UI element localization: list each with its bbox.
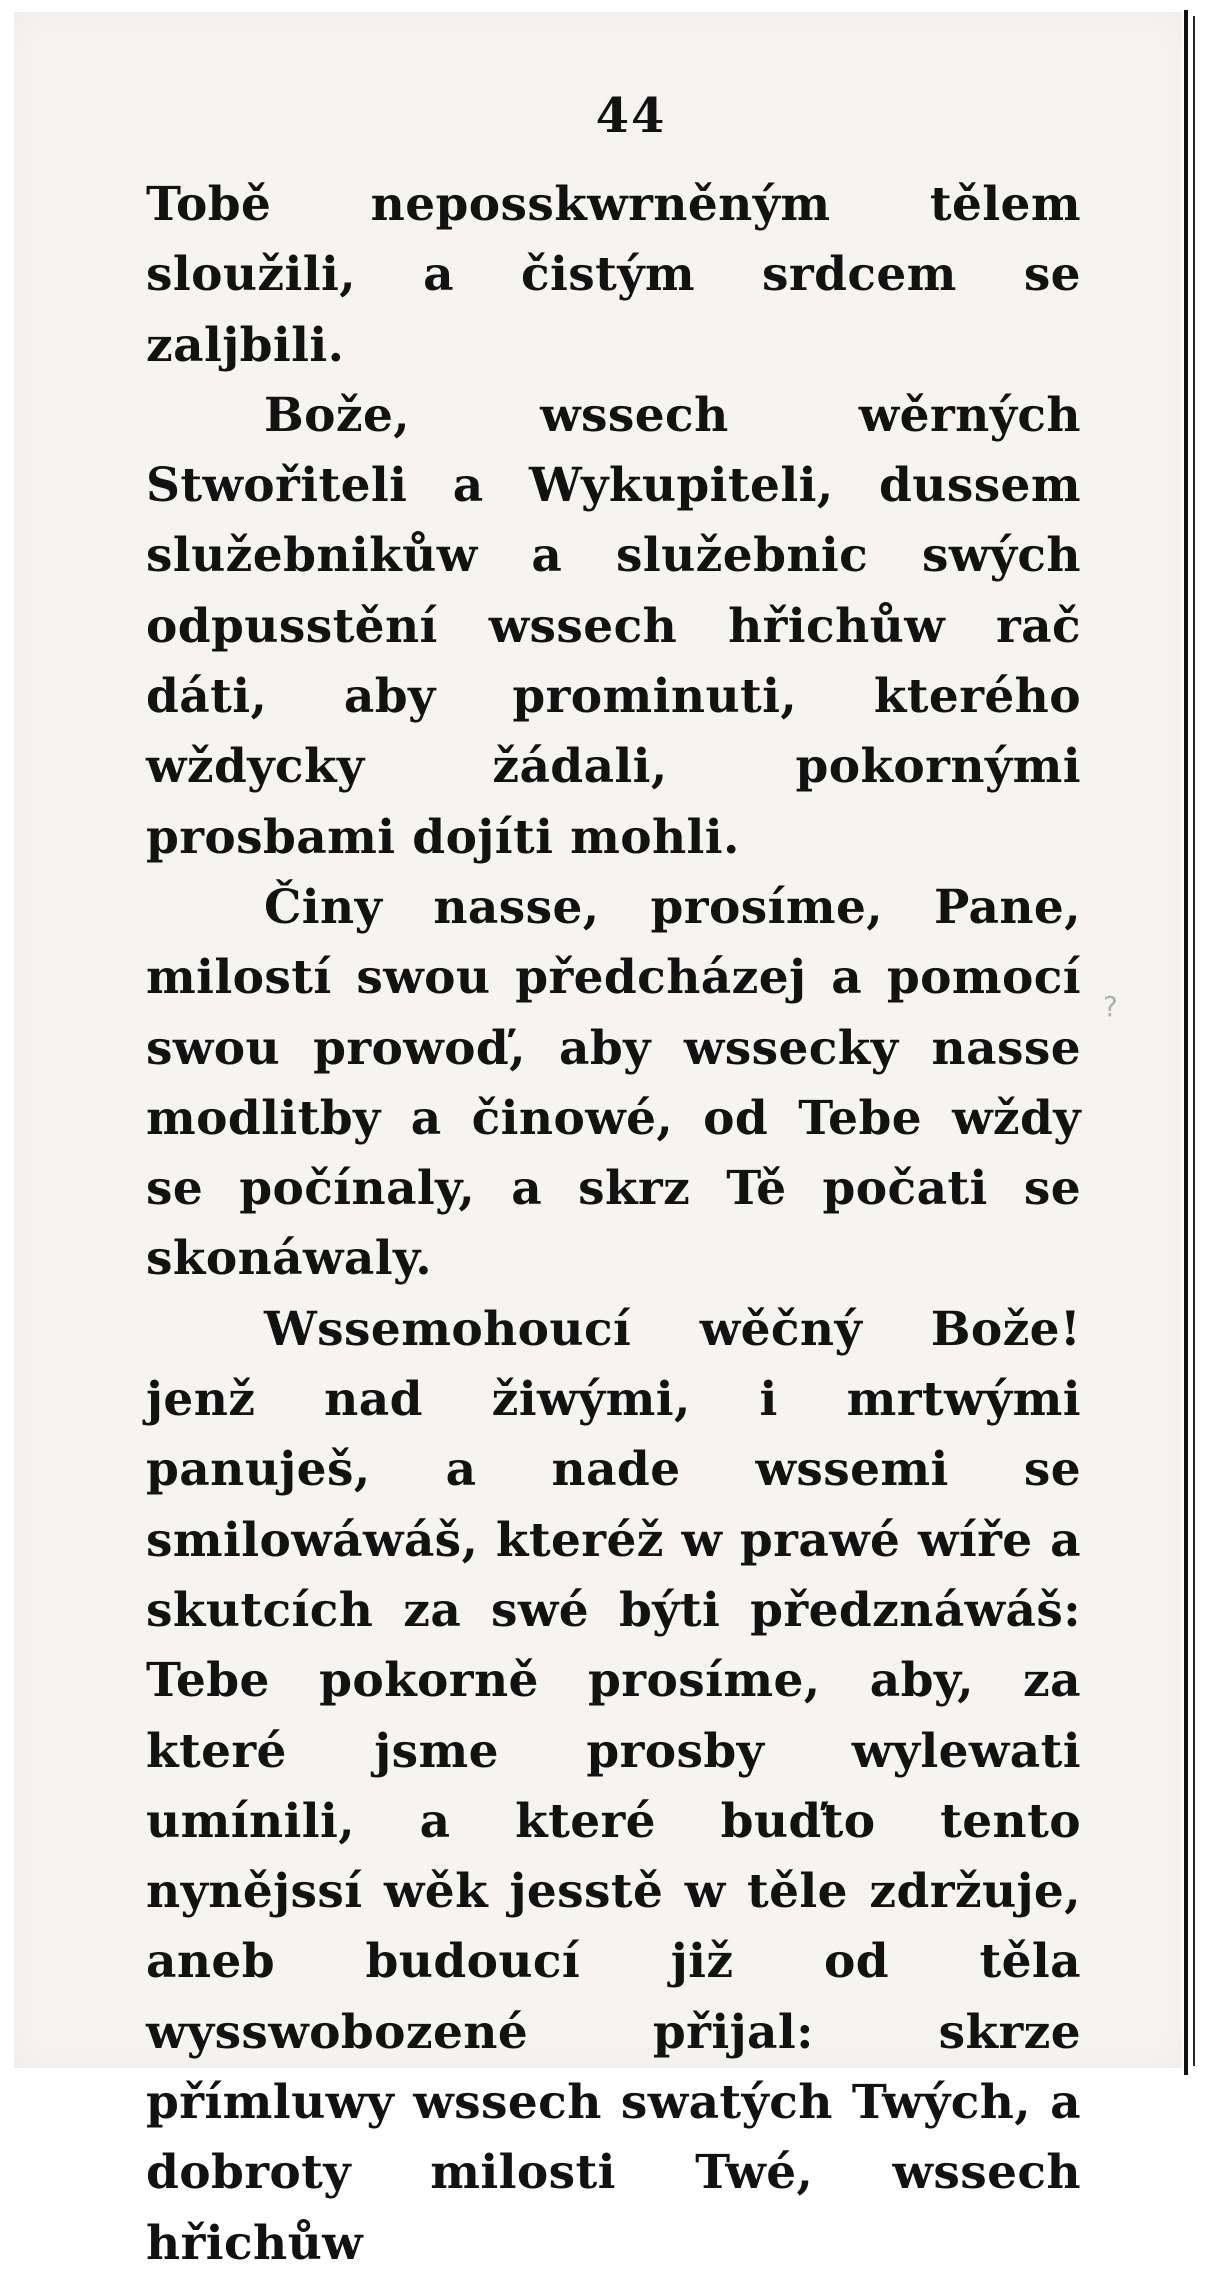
- binding-edge-line-thin: [1193, 16, 1195, 2066]
- paragraph-2: Bože, wssech wěrných Stwořiteli a Wykupiteli, dussem služebnikůw a služebnic swých odpusstění wssech hřichůw rač dáti, aby prominuti, kterého wždycky žádali, pokornými prosbami dojíti mohli.: [146, 387, 1081, 865]
- binding-edge-line: [1184, 10, 1188, 2075]
- paragraph-1: Tobě neposskwrněným tělem sloužili, a čistým srdcem se zaljbili.: [146, 177, 1081, 373]
- paragraph-3: Činy nasse, prosíme, Pane, milostí swou předcházej a pomocí swou prowoď, aby wssecky nasse modlitby a činowé, od Tebe wždy se počínaly, a skrz Tě počati se skonáwaly.: [146, 879, 1081, 1287]
- page-number: 44: [595, 88, 667, 144]
- page-edge: [1182, 0, 1223, 2077]
- page-text-block: [146, 170, 1081, 2279]
- paragraph-4: Wssemohoucí wěčný Bože! jenž nad žiwými, i mrtwými panuješ, a nade wssemi se smilowáwáš, kteréž w prawé wíře a skutcích za swé býti předznáwáš: Tebe pokorně prosíme, aby, za které jsme prosby wylewati umínili, a které buďto tento nynějssí wěk jesstě w těle zdržuje, aneb budoucí již od těla wysswobozené přijal: skrze přímluwy wssech swatých Twých, a dobroty milosti Twé, wssech hřichůw: [146, 1301, 1081, 2271]
- margin-question-mark: ?: [1103, 990, 1118, 1023]
